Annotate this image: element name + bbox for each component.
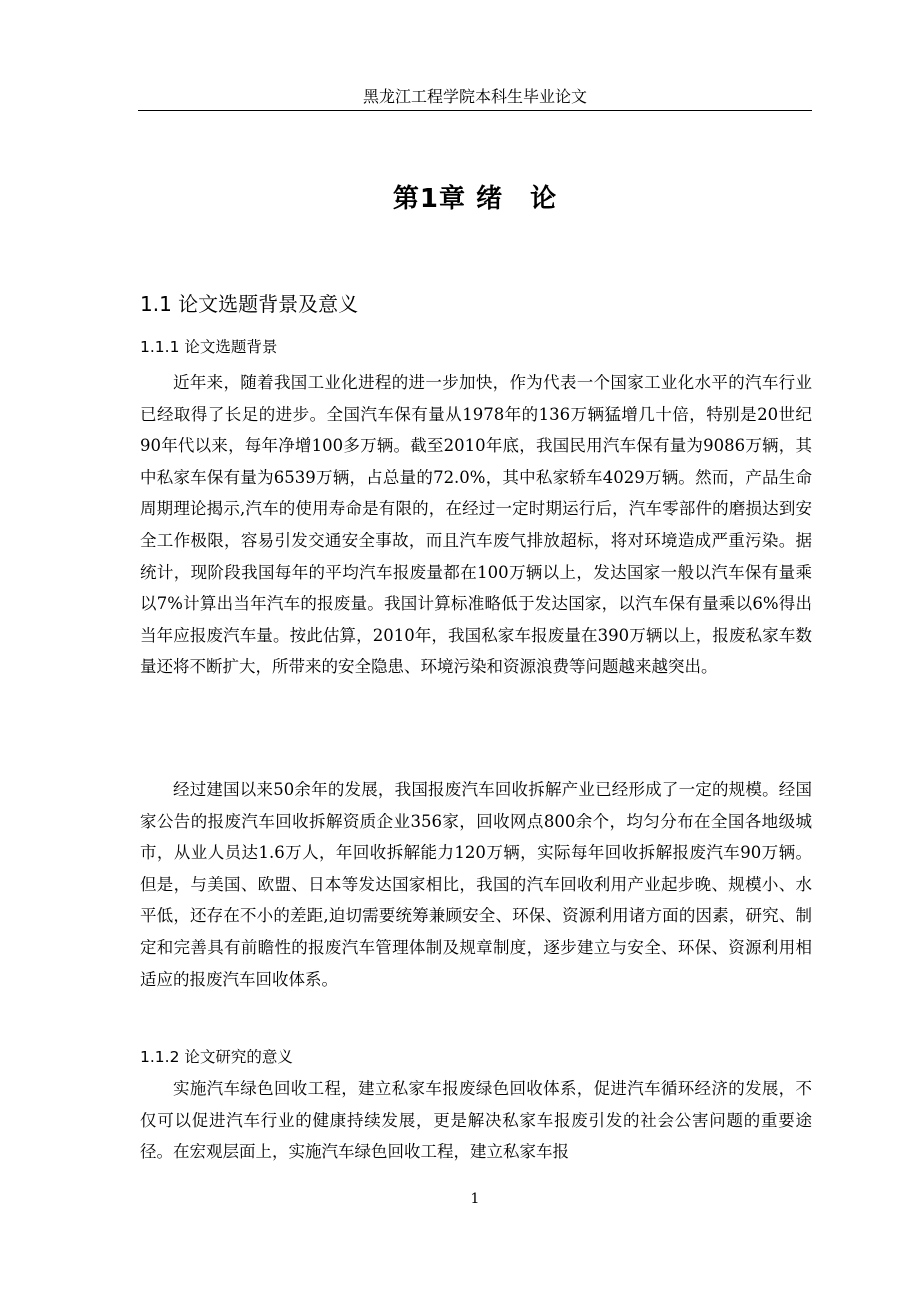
- paragraph-background-2: 经过建国以来50余年的发展，我国报废汽车回收拆解产业已经形成了一定的规模。经国家公告的报废汽车回收拆解资质企业356家，回收网点800余个，均匀分布在全国各地级城市，从业人员达1.6万人，年回收拆解能力120万辆，实际每年回收拆解报废汽车90万辆。但是，与美国、欧盟、日本等发达国家相比，我国的汽车回收利用产业起步晚、规模小、水平低，还存在不小的差距,迫切需要统筹兼顾安全、环保、资源利用诸方面的因素，研究、制定和完善具有前瞻性的报废汽车管理体制及规章制度，逐步建立与安全、环保、资源利用相适应的报废汽车回收体系。: [140, 780, 812, 989]
- subsection-title-background: 1.1.1 论文选题背景: [140, 338, 278, 356]
- chapter-title: 第1章 绪 论: [392, 184, 558, 214]
- page-header: 黑龙江工程学院本科生毕业论文: [362, 87, 587, 106]
- subsection-title-significance: 1.1.2 论文研究的意义: [140, 1048, 293, 1066]
- paragraph-background-1: 近年来，随着我国工业化进程的进一步加快，作为代表一个国家工业化水平的汽车行业已经取得了长足的进步。全国汽车保有量从1978年的136万辆猛增几十倍，特别是20世纪90年代以来，每年净增100多万辆。截至2010年底，我国民用汽车保有量为9086万辆，其中私家车保有量为6539万辆，占总量的72.0%，其中私家轿车4029万辆。然而，产品生命周期理论揭示,汽车的使用寿命是有限的，在经过一定时期运行后，汽车零部件的磨损达到安全工作极限，容易引发交通安全事故，而且汽车废气排放超标，将对环境造成严重污染。据统计，现阶段我国每年的平均汽车报废量都在100万辆以上，发达国家一般以汽车保有量乘以7%计算出当年汽车的报废量。我国计算标准略低于发达国家，以汽车保有量乘以6%得出当年应报废汽车量。按此估算，2010年，我国私家车报废量在390万辆以上，报废私家车数量还将不断扩大，所带来的安全隐患、环境污染和资源浪费等问题越来越突出。: [140, 373, 812, 677]
- section-title: 1.1 论文选题背景及意义: [140, 292, 359, 316]
- page-number: 1: [470, 1191, 480, 1207]
- paragraph-significance-1: 实施汽车绿色回收工程，建立私家车报废绿色回收体系，促进汽车循环经济的发展，不仅可以促进汽车行业的健康持续发展，更是解决私家车报废引发的社会公害问题的重要途径。在宏观层面上，实施汽车绿色回收工程，建立私家车报: [140, 1079, 812, 1162]
- header-rule: [138, 110, 812, 111]
